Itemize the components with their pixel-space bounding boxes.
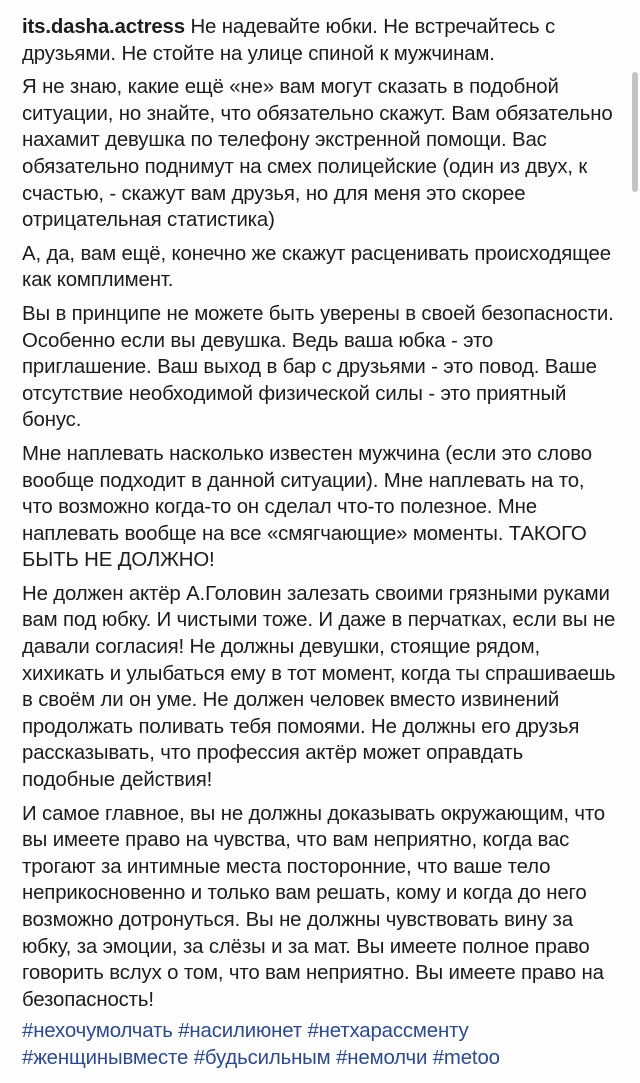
hashtag-link[interactable]: #будьсильным [193, 1047, 331, 1069]
caption-paragraph: Мне наплевать насколько известен мужчина (если это слово вообще подходит в данной ситуации). Мне наплевать на то, что возможно когда-то он сделал что-то полезное. Мне наплевать вообще на все «смягчающие» моменты. ТАКОГО БЫТЬ НЕ ДОЛЖНО! [22, 442, 592, 572]
caption-paragraph: Я не знаю, какие ещё «не» вам могут сказать в подобной ситуации, но знайте, что обязательно скажут. Вам обязательно нахамит девушка по телефону экстренной помощи. Вас обязательно поднимут на смех полицейские (один из двух, к счастью, - скажут вам друзья, но для меня это скорее отрицательная статистика) [22, 76, 613, 232]
username-link[interactable]: its.dasha.actress [22, 16, 185, 38]
hashtag-link[interactable]: #нетхарассменту [307, 1020, 469, 1042]
hashtag-link[interactable]: #насилиюнет [178, 1020, 302, 1042]
scrollbar[interactable] [630, 0, 640, 1083]
hashtag-link[interactable]: #немолчи [336, 1047, 428, 1069]
hashtag-link[interactable]: #женщинывместе [22, 1047, 189, 1069]
caption-first-line: Не надевайте юбки. Не встречайтесь с друзьями. Не стойте на улице спиной к мужчинам. [22, 16, 556, 65]
post-caption [22, 14, 618, 1013]
hashtag-link[interactable]: #metoo [432, 1047, 500, 1069]
caption-paragraph: Вы в принципе не можете быть уверены в своей безопасности. Особенно если вы девушка. Ведь ваша юбка - это приглашение. Ваш выход в бар с друзьями - это повод. Ваше отсутствие необходимой физической силы - это приятный бонус. [22, 302, 614, 432]
hashtag-link[interactable]: #нехочумолчать [22, 1020, 173, 1042]
caption-paragraph: Не должен актёр А.Головин залезать своими грязными руками вам под юбку. И чистыми тоже. И даже в перчатках, если вы не давали согласия! Не должны девушки, стоящие рядом, хихикать и улыбаться ему в тот момент, когда ты спрашиваешь в своём ли он уме. Не должен человек вместо извинений продолжать поливать тебя помоями. Не должны его друзья рассказывать, что профессия актёр может оправдать подобные действия! [22, 582, 616, 792]
scrollbar-thumb[interactable] [632, 72, 638, 192]
caption-paragraph: И самое главное, вы не должны доказывать окружающим, что вы имеете право на чувства, что вам неприятно, когда вас трогают за интимные места посторонние, что ваше тело неприкосновенно и только вам решать, кому и когда до него возможно дотронуться. Вы не должны чувствовать вину за юбку, за эмоции, за слёзы и за мат. Вы имеете полное право говорить вслух о том, что вам неприятно. Вы имеете право на безопасность! [22, 802, 605, 1011]
caption-paragraph: А, да, вам ещё, конечно же скажут расценивать происходящее как комплимент. [22, 242, 611, 292]
hashtag-list [22, 1018, 622, 1072]
caption-first-paragraph [22, 14, 618, 67]
